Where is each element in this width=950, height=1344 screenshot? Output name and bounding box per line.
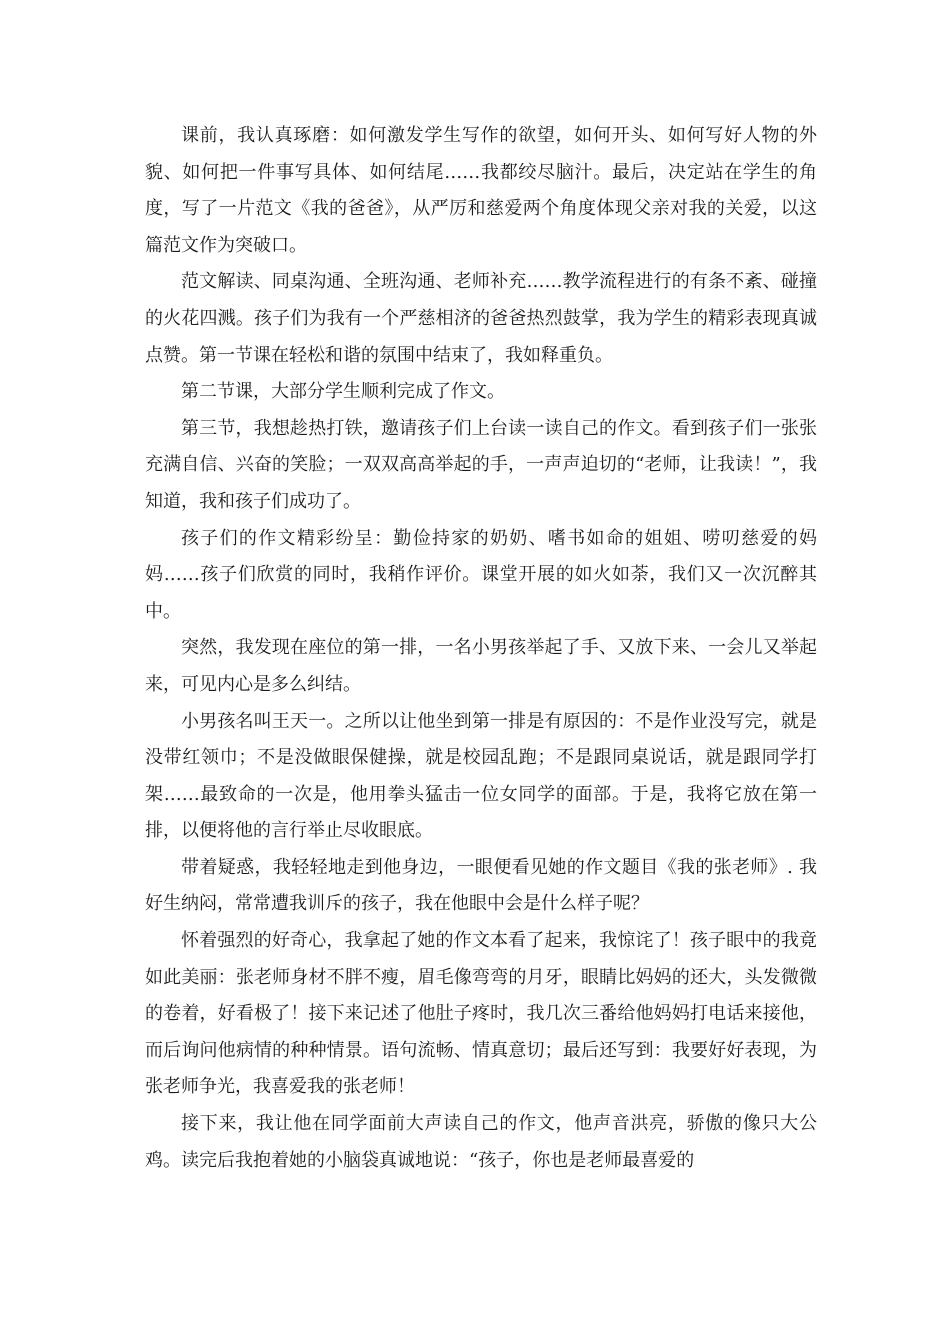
paragraph-10: 接下来，我让他在同学面前大声读自己的作文，他声音洪亮，骄傲的像只大公鸡。读完后我抱着她的小脑袋真诚地说：“孩子，你也是老师最喜爱的 xyxy=(145,1113,817,1171)
paragraph-3: 第二节课，大部分学生顺利完成了作文。 xyxy=(181,381,505,403)
paragraph-8: 带着疑惑，我轻轻地走到他身边，一眼便看见她的作文题目《我的张老师》. 我好生纳闷，常常遭我训斥的孩子，我在他眼中会是什么样子呢？ xyxy=(145,856,817,915)
paragraph-5: 孩子们的作文精彩纷呈：勤俭持家的奶奶、嗜书如命的姐姐、唠叨慈爱的妈妈……孩子们欣赏的同时，我稍作评价。课堂开展的如火如荼，我们又一次沉醉其中。 xyxy=(145,527,817,622)
paragraph-7: 小男孩名叫王天一。之所以让他坐到第一排是有原因的：不是作业没写完，就是没带红领巾；不是没做眼保健操，就是校园乱跑；不是跟同桌说话，就是跟同学打架……最致命的一次是，他用拳头猛击一位女同学的面部。于是，我将它放在第一排，以便将他的言行举止尽收眼底。 xyxy=(145,710,817,842)
paragraph-1: 课前，我认真琢磨：如何激发学生写作的欲望，如何开头、如何写好人物的外貌、如何把一件事写具体、如何结尾……我都绞尽脑汁。最后，决定站在学生的角度，写了一片范文《我的爸爸》，从严厉和慈爱两个角度体现父亲对我的关爱，以这篇范文作为突破口。 xyxy=(145,125,817,256)
paragraph-6: 突然，我发现在座位的第一排，一名小男孩举起了手、又放下来、一会儿又举起来，可见内心是多么纠结。 xyxy=(145,637,817,695)
paragraph-9: 怀着强烈的好奇心，我拿起了她的作文本看了起来，我惊诧了！孩子眼中的我竟如此美丽：张老师身材不胖不瘦，眉毛像弯弯的月牙，眼睛比妈妈的还大，头发微微的卷着，好看极了！接下来记述了他肚子疼时，我几次三番给他妈妈打电话来接他，而后询问他病情的种种情景。语句流畅、情真意切；最后还写到：我要好好表现，为张老师争光，我喜爱我的张老师！ xyxy=(145,930,817,1098)
paragraph-4: 第三节，我想趁热打铁，邀请孩子们上台读一读自己的作文。看到孩子们一张张充满自信、兴奋的笑脸；一双双高高举起的手，一声声迫切的“老师，让我读！”，我知道，我和孩子们成功了。 xyxy=(145,417,817,512)
paragraph-2: 范文解读、同桌沟通、全班沟通、老师补充……教学流程进行的有条不紊、碰撞的火花四溅。孩子们为我有一个严慈相济的爸爸热烈鼓掌，我为学生的精彩表现真诚点赞。第一节课在轻松和谐的氛围中结束了，我如释重负。 xyxy=(145,271,817,366)
document-body xyxy=(145,118,817,1179)
